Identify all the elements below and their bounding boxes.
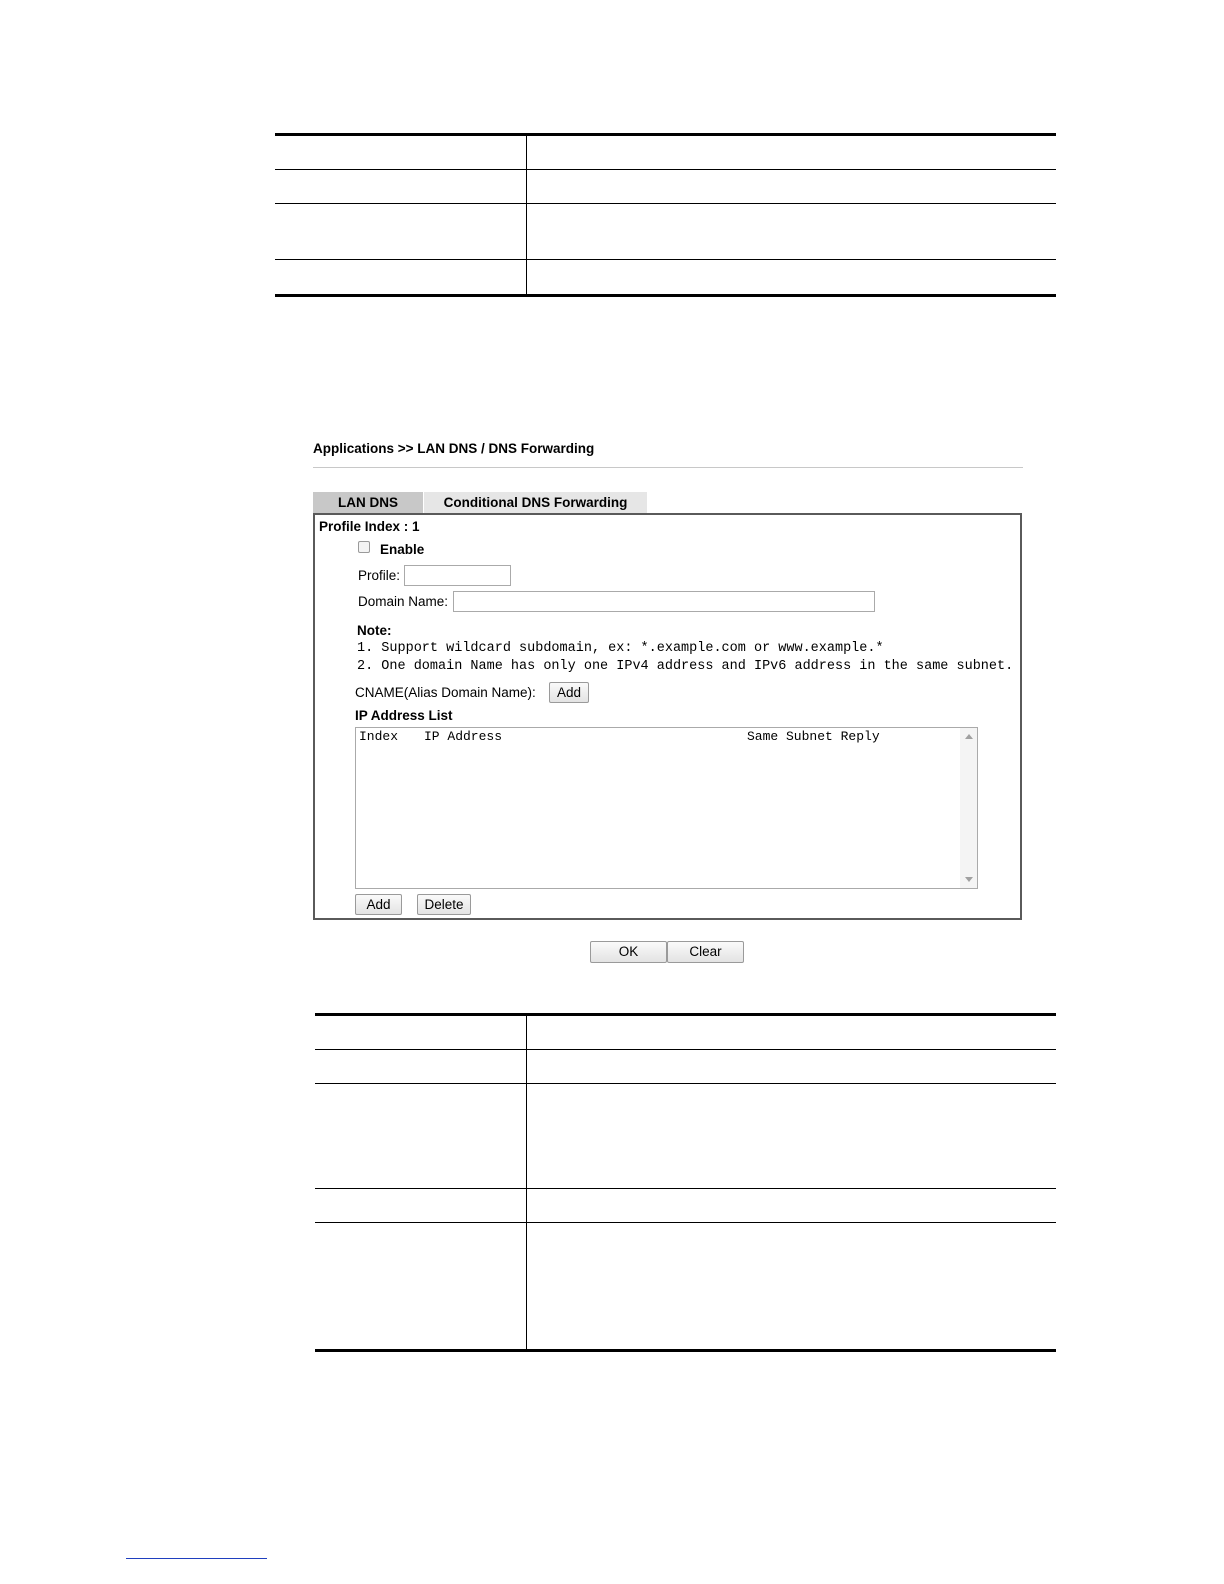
table-rule	[275, 133, 1056, 136]
enable-label: Enable	[380, 542, 425, 557]
table-rule	[315, 1222, 1056, 1223]
column-header-same-subnet-reply: Same Subnet Reply	[747, 729, 880, 744]
list-delete-button[interactable]: Delete	[417, 894, 471, 915]
ip-address-list-title: IP Address List	[355, 708, 453, 723]
tab-lan-dns[interactable]: LAN DNS	[313, 492, 423, 513]
profile-input[interactable]	[404, 565, 511, 586]
table-rule	[315, 1188, 1056, 1189]
table-rule	[275, 259, 1056, 260]
enable-checkbox[interactable]	[358, 541, 370, 553]
domain-name-input[interactable]	[453, 591, 875, 612]
note-title: Note:	[357, 623, 392, 638]
note-line-1: 1. Support wildcard subdomain, ex: *.example.com or www.example.*	[357, 641, 884, 656]
breadcrumb: Applications >> LAN DNS / DNS Forwarding	[313, 441, 595, 456]
table-rule	[315, 1083, 1056, 1084]
profile-index-label: Profile Index : 1	[319, 519, 420, 534]
listbox-scrollbar[interactable]	[960, 728, 977, 888]
cname-label: CNAME(Alias Domain Name):	[355, 685, 536, 700]
table-rule	[275, 294, 1056, 297]
profile-label: Profile:	[358, 568, 401, 583]
footer-rule	[126, 1558, 267, 1559]
clear-button[interactable]: Clear	[667, 941, 744, 963]
scroll-up-icon[interactable]	[965, 734, 973, 739]
column-header-index: Index	[359, 729, 399, 744]
table-rule	[315, 1349, 1056, 1352]
table-rule	[315, 1049, 1056, 1050]
table-rule	[275, 203, 1056, 204]
list-add-button[interactable]: Add	[355, 894, 402, 915]
table-rule	[275, 169, 1056, 170]
table-column-divider	[526, 136, 527, 294]
cname-add-button[interactable]: Add	[549, 682, 589, 703]
table-rule	[315, 1013, 1056, 1016]
tab-conditional-dns-forwarding[interactable]: Conditional DNS Forwarding	[424, 492, 647, 513]
note-line-2: 2. One domain Name has only one IPv4 address and IPv6 address in the same subnet.	[357, 659, 1014, 674]
ok-button[interactable]: OK	[590, 941, 667, 963]
breadcrumb-divider	[313, 467, 1023, 468]
table-column-divider	[526, 1016, 527, 1349]
domain-name-label: Domain Name:	[358, 594, 449, 609]
column-header-ip-address: IP Address	[424, 729, 503, 744]
ip-address-listbox[interactable]	[355, 727, 978, 889]
scroll-down-icon[interactable]	[965, 877, 973, 882]
